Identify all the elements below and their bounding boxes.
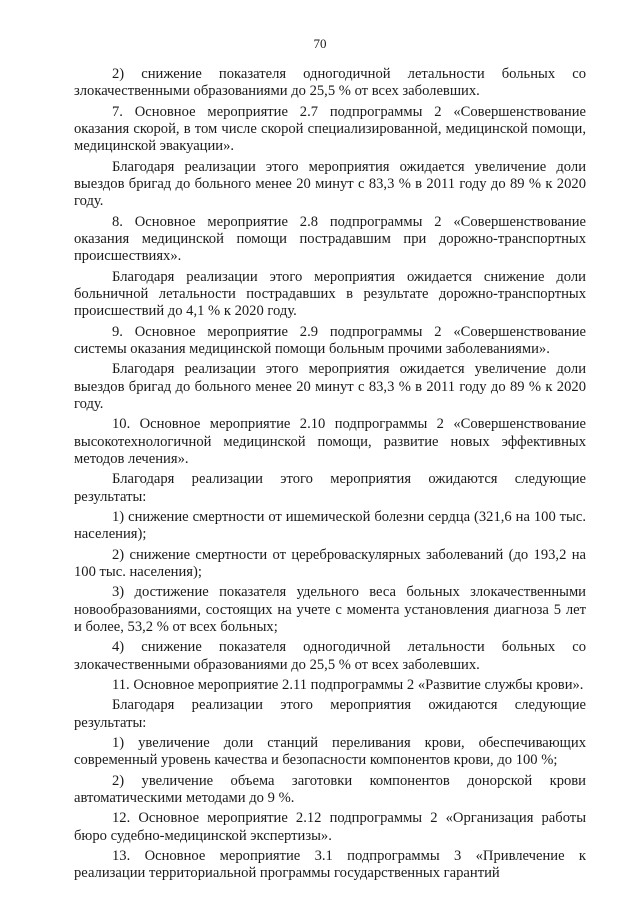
paragraph: Благодаря реализации этого мероприятия ожидается увеличение доли выездов бригад до больного менее 20 минут с 83,3 % в 2011 году до 89 % к 2020 году. <box>74 158 586 210</box>
paragraph: 2) снижение показателя одногодичной летальности больных со злокачественными образованиями до 25,5 % от всех заболевших. <box>74 66 586 100</box>
paragraph: 8. Основное мероприятие 2.8 подпрограммы 2 «Совершенствование оказания медицинской помощи пострадавшим при дорожно-транспортных происшествиях». <box>74 213 586 265</box>
paragraph: 13. Основное мероприятие 3.1 подпрограммы 3 «Привлечение к реализации территориальной программы государственных гарантий <box>74 848 586 882</box>
document-body <box>74 66 586 883</box>
paragraph: 3) достижение показателя удельного веса больных злокачественными новообразованиями, состоящих на учете с момента установления диагноза 5 лет и более, 53,2 % от всех больных; <box>74 584 586 635</box>
paragraph: 2) снижение смертности от цереброваскулярных заболеваний (до 193,2 на 100 тыс. населения); <box>74 546 586 580</box>
paragraph: 9. Основное мероприятие 2.9 подпрограммы 2 «Совершенствование системы оказания медицинской помощи больным прочими заболеваниями». <box>74 323 586 357</box>
paragraph: 2) увеличение объема заготовки компонентов донорской крови автоматическими методами до 9 %. <box>74 772 586 807</box>
paragraph: 7. Основное мероприятие 2.7 подпрограммы 2 «Совершенствование оказания скорой, в том числе скорой специализированной, медицинской помощи, медицинской эвакуации». <box>74 103 586 155</box>
paragraph: 11. Основное мероприятие 2.11 подпрограммы 2 «Развитие службы крови». <box>112 677 584 694</box>
paragraph: 10. Основное мероприятие 2.10 подпрограммы 2 «Совершенствование высокотехнологичной медицинской помощи, развитие новых эффективных методов лечения». <box>74 416 586 467</box>
paragraph: Благодаря реализации этого мероприятия ожидаются следующие результаты: <box>74 471 586 505</box>
page-number: 70 <box>313 36 327 51</box>
paragraph: Благодаря реализации этого мероприятия ожидается увеличение доли выездов бригад до больного менее 20 минут с 83,3 % в 2011 году до 89 % к 2020 году. <box>74 361 586 412</box>
paragraph: 1) снижение смертности от ишемической болезни сердца (321,6 на 100 тыс. населения); <box>74 508 586 543</box>
paragraph: Благодаря реализации этого мероприятия ожидаются следующие результаты: <box>74 697 586 731</box>
paragraph: 1) увеличение доли станций переливания крови, обеспечивающих современный уровень качества и безопасности компонентов крови, до 100 %; <box>74 735 586 769</box>
paragraph: 12. Основное мероприятие 2.12 подпрограммы 2 «Организация работы бюро судебно-медицинской экспертизы». <box>74 810 586 844</box>
paragraph: Благодаря реализации этого мероприятия ожидается снижение доли больничной летальности пострадавших в результате дорожно-транспортных происшествий до 4,1 % к 2020 году. <box>74 268 586 320</box>
paragraph: 4) снижение показателя одногодичной летальности больных со злокачественными образованиями до 25,5 % от всех заболевших. <box>74 639 586 673</box>
